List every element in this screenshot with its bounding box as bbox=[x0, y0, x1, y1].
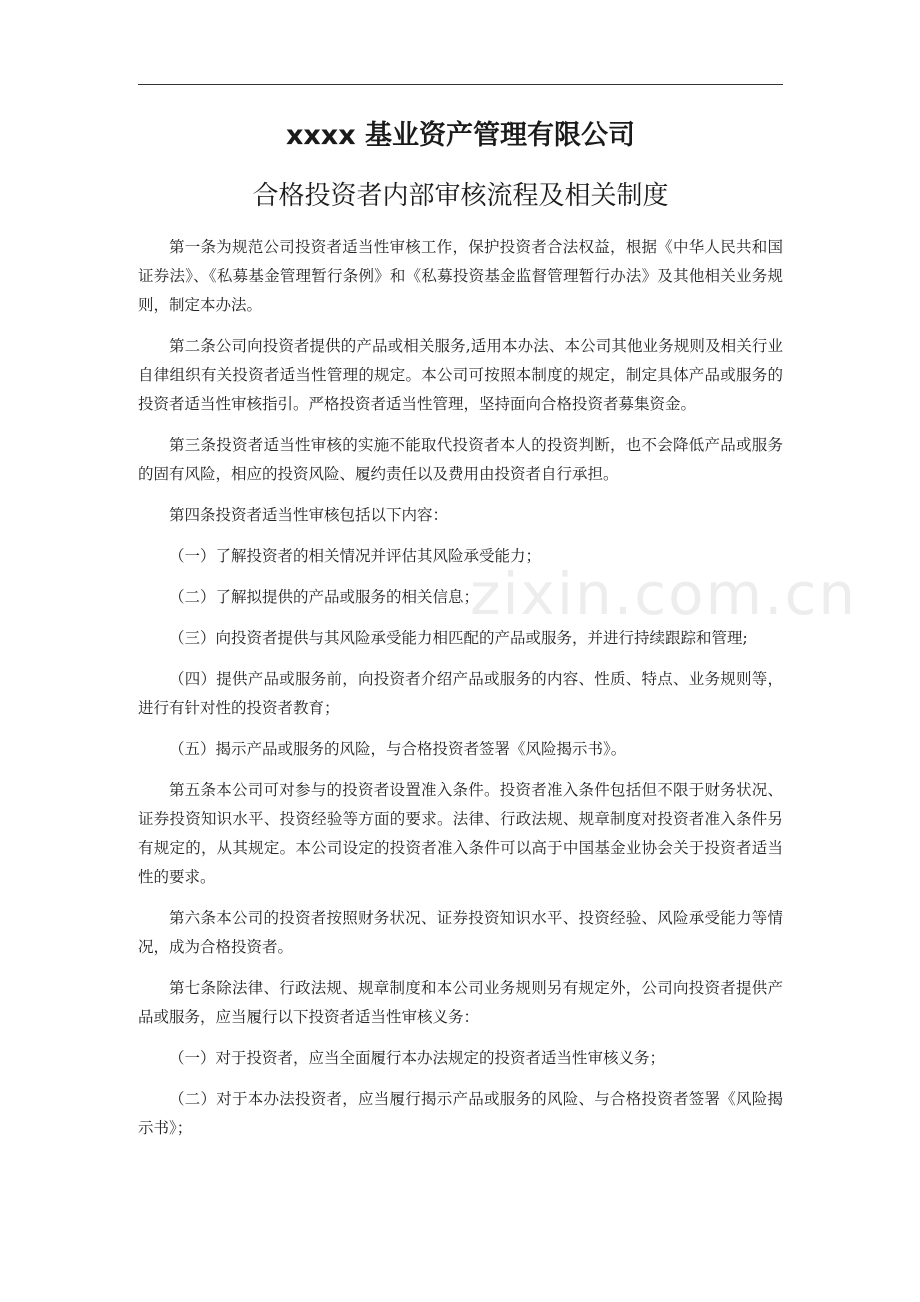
article-4-item-3: （三）向投资者提供与其风险承受能力相匹配的产品或服务，并进行持续跟踪和管理; bbox=[169, 629, 748, 647]
article-4-item-2: （二）了解拟提供的产品或服务的相关信息； bbox=[169, 588, 480, 606]
article-7-item-2: （二）对于本办法投资者，应当履行揭示产品或服务的风险、与合格投资者签署《风险揭示书》； bbox=[138, 1090, 783, 1137]
article-4-item-5: （五）揭示产品或服务的风险，与合格投资者签署《风险揭示书》。 bbox=[169, 740, 627, 758]
document-subtitle: 合格投资者内部审核流程及相关制度 bbox=[252, 181, 669, 211]
article-2-paragraph: 第二条公司向投资者提供的产品或相关服务,适用本办法、本公司其他业务规则及相关行业自律组织有关投资者适当性管理的规定。本公司可按照本制度的规定，制定具体产品或服务的投资者适当性审核指引。严格投资者适当性管理，坚持面向合格投资者募集资金。 bbox=[138, 337, 783, 413]
article-7-item-1: （一）对于投资者，应当全面履行本办法规定的投资者适当性审核义务； bbox=[169, 1049, 666, 1067]
header-rule bbox=[138, 84, 783, 85]
article-4-item-1: （一）了解投资者的相关情况并评估其风险承受能力； bbox=[169, 547, 542, 565]
article-4-item-4: （四）提供产品或服务前，向投资者介绍产品或服务的内容、性质、特点、业务规则等，进行有针对性的投资者教育； bbox=[138, 670, 783, 717]
article-3-paragraph: 第三条投资者适当性审核的实施不能取代投资者本人的投资判断，也不会降低产品或服务的固有风险，相应的投资风险、履约责任以及费用由投资者自行承担。 bbox=[138, 436, 783, 483]
document-title: xxxx 基业资产管理有限公司 bbox=[285, 120, 636, 151]
article-1-paragraph: 第一条为规范公司投资者适当性审核工作，保护投资者合法权益，根据《中华人民共和国证券法》、《私募基金管理暂行条例》和《私募投资基金监督管理暂行办法》及其他相关业务规则，制定本办法。 bbox=[138, 238, 783, 314]
article-7-paragraph: 第七条除法律、行政法规、规章制度和本公司业务规则另有规定外，公司向投资者提供产品或服务，应当履行以下投资者适当性审核义务： bbox=[138, 979, 783, 1026]
article-4-paragraph: 第四条投资者适当性审核包括以下内容： bbox=[169, 506, 449, 524]
document-body bbox=[138, 233, 783, 1155]
article-5-paragraph: 第五条本公司可对参与的投资者设置准入条件。投资者准入条件包括但不限于财务状况、证券投资知识水平、投资经验等方面的要求。法律、行政法规、规章制度对投资者准入条件另有规定的，从其规定。本公司设定的投资者准入条件可以高于中国基金业协会关于投资者适当性的要求。 bbox=[138, 781, 783, 886]
watermark-text: zixin.com.cn bbox=[470, 560, 858, 628]
article-6-paragraph: 第六条本公司的投资者按照财务状况、证券投资知识水平、投资经验、风险承受能力等情况，成为合格投资者。 bbox=[138, 909, 783, 956]
